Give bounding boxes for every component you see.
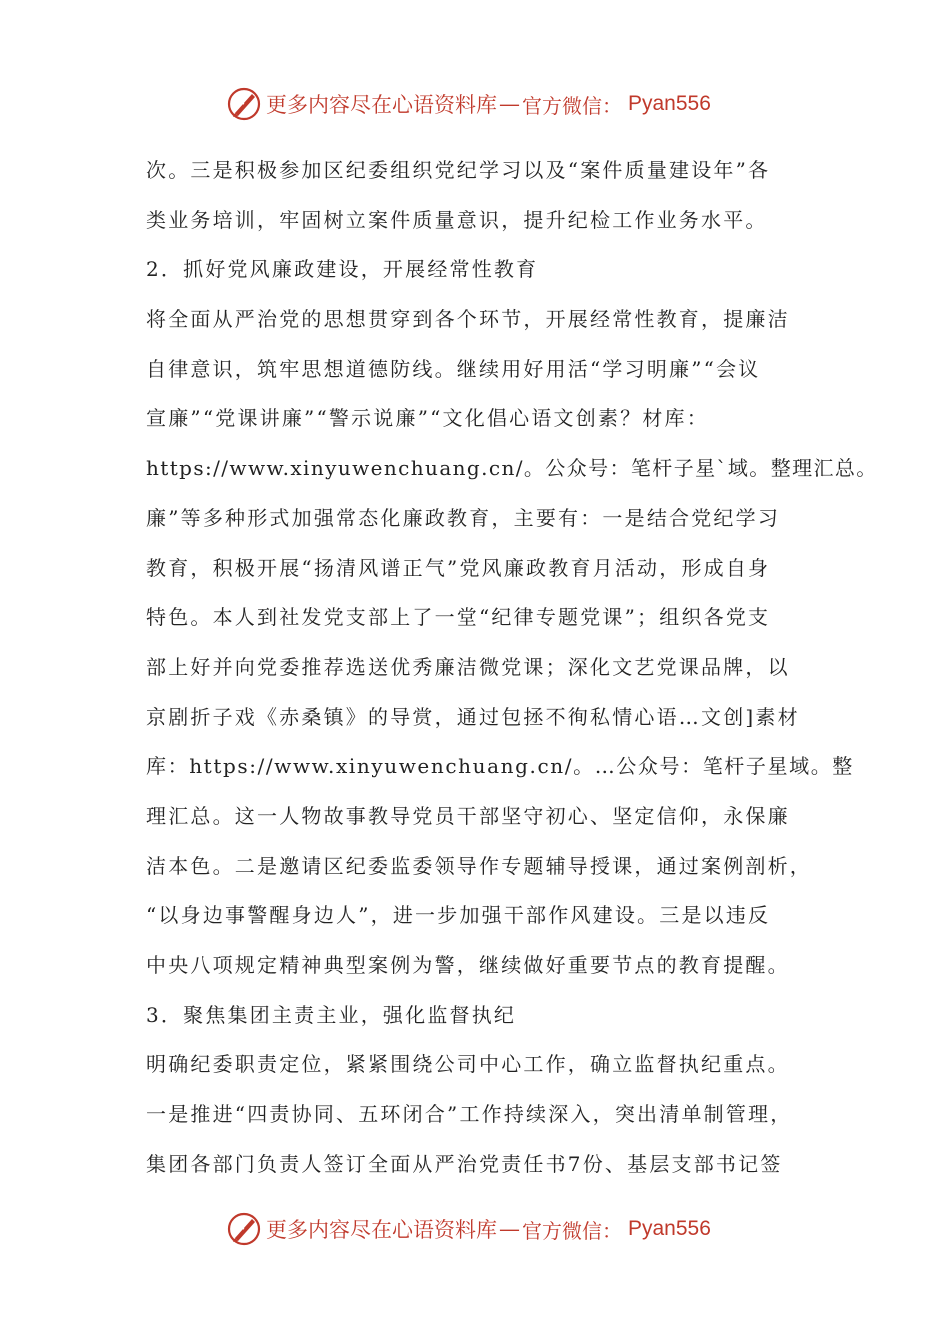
text-line-url: 库：https://www.xinyuwenchuang.cn/。…公众号：笔杆子星域。整 xyxy=(146,754,854,779)
text-line: 将全面从严治党的思想贯穿到各个环节，开展经常性教育，提廉洁 xyxy=(146,307,790,332)
pen-logo-icon xyxy=(226,1211,262,1247)
wechat-colon: ： xyxy=(602,93,622,118)
text-line: 廉”等多种形式加强常态化廉政教育，主要有：一是结合党纪学习 xyxy=(146,505,781,530)
banner-text: 更多内容尽在心语资料库 xyxy=(266,1218,497,1242)
wechat-label: 官方微信 xyxy=(522,1218,602,1243)
text-line: 自律意识，筑牢思想道德防线。继续用好用活“学习明廉”“会议 xyxy=(146,356,761,381)
section-heading-2: 2．抓好党风廉政建设，开展经常性教育 xyxy=(146,257,539,282)
text-line: 京剧折子戏《赤桑镇》的导赏，通过包拯不徇私情心语…文创]素材 xyxy=(146,704,800,729)
text-line: 明确纪委职责定位，紧紧围绕公司中心工作，确立监督执纪重点。 xyxy=(146,1052,790,1077)
section-heading-3: 3．聚焦集团主责主业，强化监督执纪 xyxy=(146,1002,517,1027)
text-line: 类业务培训，牢固树立案件质量意识，提升纪检工作业务水平。 xyxy=(146,207,768,232)
wechat-label: 官方微信 xyxy=(522,93,602,118)
document-body xyxy=(146,146,878,1189)
text-line: 次。三是积极参加区纪委组织党纪学习以及“案件质量建设年”各 xyxy=(146,158,771,182)
wechat-id: Pyan556 xyxy=(628,1217,711,1240)
text-line: 宣廉”“党课讲廉”“警示说廉”“文化倡心语文创素？材库： xyxy=(146,406,709,431)
text-line: 中央八项规定精神典型案例为警，继续做好重要节点的教育提醒。 xyxy=(146,953,790,977)
text-line: “以身边事警醒身边人”，进一步加强干部作风建设。三是以违反 xyxy=(146,903,771,928)
header-banner xyxy=(226,86,711,122)
banner-text: 更多内容尽在心语资料库 xyxy=(266,93,497,117)
text-line: 部上好并向党委推荐选送优秀廉洁微党课；深化文艺党课品牌，以 xyxy=(146,654,790,679)
banner-separator: — xyxy=(499,92,520,116)
text-line-url: https://www.xinyuwenchuang.cn/。公众号：笔杆子星`域。整理汇总。 xyxy=(146,456,878,481)
text-line: 一是推进“四责协同、五环闭合”工作持续深入，突出清单制管理， xyxy=(146,1102,793,1127)
wechat-colon: ： xyxy=(602,1218,622,1243)
banner-separator: — xyxy=(499,1217,520,1241)
text-line: 集团各部门负责人签订全面从严治党责任书7份、基层支部书记签 xyxy=(146,1151,783,1176)
text-line: 教育，积极开展“扬清风谱正气”党风廉政教育月活动，形成自身 xyxy=(146,555,771,580)
text-line: 特色。本人到社发党支部上了一堂“纪律专题党课”；组织各党支 xyxy=(146,605,771,630)
pen-logo-icon xyxy=(226,86,262,122)
wechat-id: Pyan556 xyxy=(628,92,711,115)
text-line: 理汇总。这一人物故事教导党员干部坚守初心、坚定信仰，永保廉 xyxy=(146,803,790,828)
footer-banner xyxy=(226,1211,711,1247)
text-line: 洁本色。二是邀请区纪委监委领导作专题辅导授课，通过案例剖析， xyxy=(146,853,812,878)
